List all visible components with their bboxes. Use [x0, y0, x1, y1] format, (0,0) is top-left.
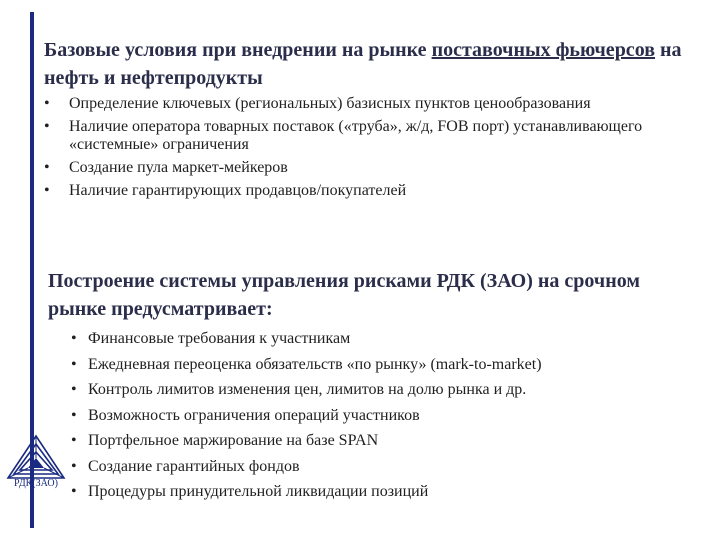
- list-item: [44, 118, 664, 154]
- list-item: [44, 182, 664, 200]
- bullet-icon: •: [44, 182, 50, 199]
- logo-caption: РДК(ЗАО): [14, 478, 58, 489]
- bullet-icon: •: [44, 95, 50, 112]
- list-item-text: Контроль лимитов изменения цен, лимитов на долю рынка и др.: [88, 381, 527, 398]
- list-item: [44, 159, 664, 177]
- section2-title: Построение системы управления рисками РДК (ЗАО) на срочном рынке предусматривает:: [48, 270, 640, 320]
- section2-list: [71, 330, 691, 509]
- list-item: [71, 483, 691, 501]
- list-item: [71, 381, 691, 399]
- list-item: [71, 330, 691, 348]
- bullet-icon: •: [71, 483, 77, 500]
- list-item: [71, 356, 691, 374]
- bullet-icon: •: [71, 381, 77, 398]
- list-item: [44, 95, 664, 113]
- bullet-icon: •: [71, 355, 77, 373]
- list-item-text: Возможность ограничения операций участников: [88, 406, 420, 424]
- list-item-text: Определение ключевых (региональных) базисных пунктов ценообразования: [69, 95, 591, 112]
- bullet-icon: •: [44, 118, 50, 135]
- list-item: [71, 432, 691, 450]
- section1-title: [44, 36, 684, 92]
- list-item: [71, 458, 691, 476]
- section1-title-underlined: поставочных фьючерсов: [431, 39, 655, 61]
- list-item-text: Создание гарантийных фондов: [88, 457, 300, 475]
- bullet-icon: •: [71, 330, 77, 347]
- section1-title-part2: на нефть и нефтепродукты: [44, 39, 682, 89]
- list-item: [71, 407, 691, 425]
- bullet-icon: •: [71, 457, 77, 475]
- list-item-text: Портфельное маржирование на базе SPAN: [88, 432, 379, 449]
- list-item-text: Наличие оператора товарных поставок («труба», ж/д, FOB порт) устанавливающего «системные» ограничения: [69, 118, 643, 153]
- list-item-text: Создание пула маркет-мейкеров: [69, 159, 288, 176]
- bullet-icon: •: [44, 159, 50, 176]
- bullet-icon: •: [71, 432, 77, 449]
- list-item-text: Процедуры принудительной ликвидации позиций: [88, 483, 429, 500]
- list-item-text: Финансовые требования к участникам: [88, 330, 351, 347]
- section1-title-part1: Базовые условия при внедрении на рынке: [44, 39, 432, 61]
- list-item-text: Ежедневная переоценка обязательств «по рынку» (mark-to-market): [88, 355, 542, 373]
- section1-list: [44, 95, 664, 205]
- list-item-text: Наличие гарантирующих продавцов/покупателей: [69, 182, 407, 199]
- bullet-icon: •: [71, 406, 77, 424]
